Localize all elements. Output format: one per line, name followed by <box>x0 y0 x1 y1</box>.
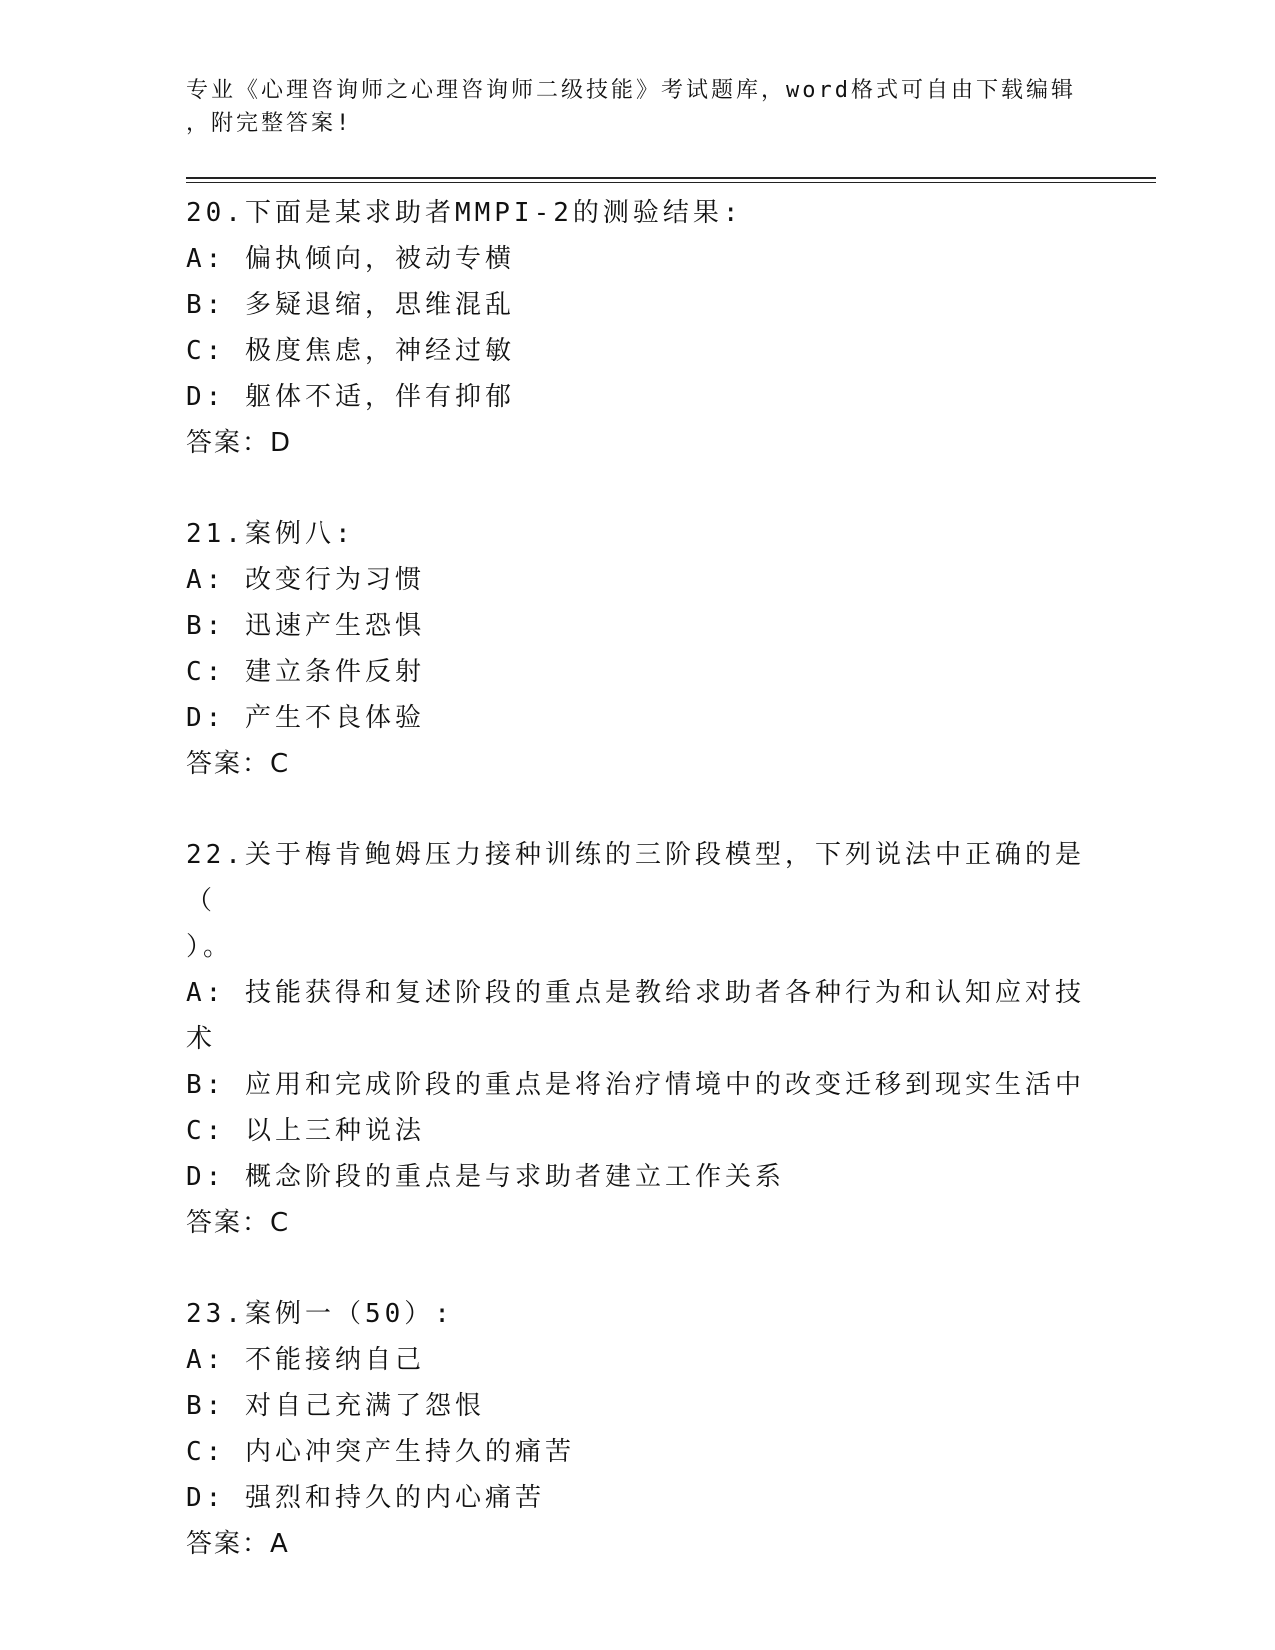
option-c: C: 以上三种说法 <box>186 1116 425 1146</box>
option-a: A: 技能获得和复述阶段的重点是教给求助者各种行为和认知应对技术 <box>186 978 1085 1054</box>
answer-label: 答案：D <box>186 428 293 458</box>
question-21 <box>186 511 1086 787</box>
option-c: C: 极度焦虑，神经过敏 <box>186 336 515 366</box>
option-a: A: 偏执倾向，被动专横 <box>186 244 515 274</box>
answer-label: 答案：C <box>186 749 291 779</box>
document-header <box>186 74 1076 140</box>
option-d: D: 躯体不适，伴有抑郁 <box>186 382 515 412</box>
option-c: C: 内心冲突产生持久的痛苦 <box>186 1437 575 1467</box>
option-d: D: 产生不良体验 <box>186 703 425 733</box>
option-d: D: 概念阶段的重点是与求助者建立工作关系 <box>186 1162 785 1192</box>
question-stem: 22.关于梅肯鲍姆压力接种训练的三阶段模型，下列说法中正确的是（ <box>186 840 1085 916</box>
question-stem-continued: ）。 <box>186 932 234 962</box>
header-line-1: 专业《心理咨询师之心理咨询师二级技能》考试题库，word格式可自由下载编辑 <box>186 78 1076 103</box>
option-b: B: 多疑退缩，思维混乱 <box>186 290 515 320</box>
option-a: A: 改变行为习惯 <box>186 565 425 595</box>
question-list <box>186 190 1086 1612</box>
question-stem: 20.下面是某求助者MMPI-2的测验结果: <box>186 198 743 228</box>
option-a: A: 不能接纳自己 <box>186 1345 425 1375</box>
option-c: C: 建立条件反射 <box>186 657 425 687</box>
header-divider-thin <box>186 182 1156 183</box>
question-stem: 23.案例一（50）: <box>186 1299 454 1329</box>
option-b: B: 对自己充满了怨恨 <box>186 1391 485 1421</box>
option-b: B: 应用和完成阶段的重点是将治疗情境中的改变迁移到现实生活中 <box>186 1070 1085 1100</box>
option-b: B: 迅速产生恐惧 <box>186 611 425 641</box>
option-d: D: 强烈和持久的内心痛苦 <box>186 1483 545 1513</box>
question-22 <box>186 832 1086 1246</box>
header-line-2: ，附完整答案! <box>186 111 353 136</box>
answer-label: 答案：A <box>186 1529 290 1559</box>
question-stem: 21.案例八: <box>186 519 355 549</box>
answer-label: 答案：C <box>186 1208 291 1238</box>
header-divider-thick <box>186 177 1156 179</box>
question-23 <box>186 1291 1086 1567</box>
question-20 <box>186 190 1086 466</box>
